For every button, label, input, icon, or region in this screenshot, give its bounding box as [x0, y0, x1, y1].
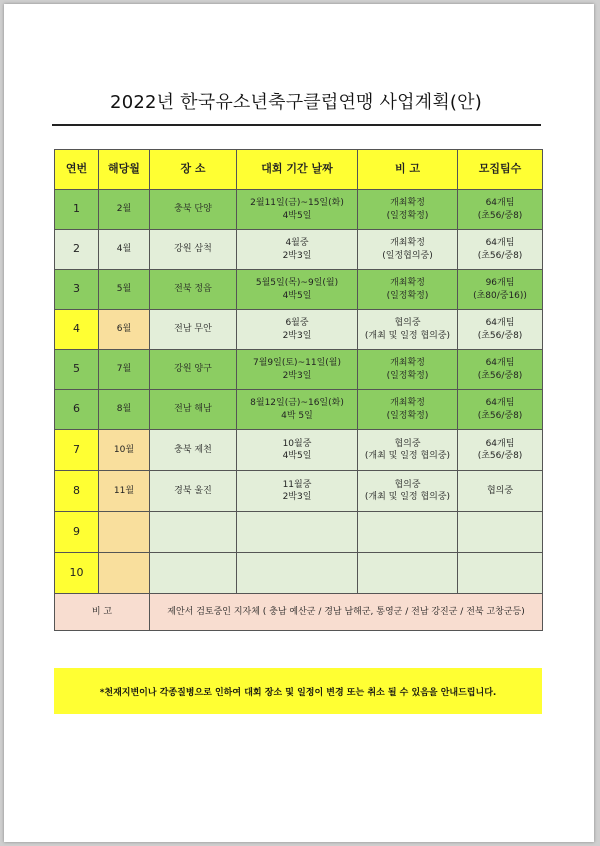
row-teams [458, 553, 543, 594]
row-no: 9 [55, 512, 99, 553]
teams-count: 64개팀 [485, 238, 515, 249]
row-no: 2 [55, 230, 99, 270]
note-detail: (개최 및 일정 협의중) [364, 492, 451, 502]
document-title: 2022년 한국유소년축구클럽연맹 사업계획(안) [110, 92, 482, 113]
period-dates: 4월중 [285, 238, 309, 249]
period-length: 2박3일 [282, 330, 312, 341]
table-row [55, 230, 543, 270]
note-status: 개최확정 [390, 358, 425, 369]
note-detail: (일정확정) [386, 210, 429, 221]
row-note [358, 430, 458, 471]
row-place: 전북 정읍 [150, 270, 237, 310]
row-note [358, 310, 458, 350]
row-month: 7월 [99, 350, 150, 390]
period-dates: 7월9일(토)~11일(월) [253, 358, 341, 369]
remark-label: 비 고 [55, 594, 150, 631]
row-no: 3 [55, 270, 99, 310]
row-place: 강원 양구 [150, 350, 237, 390]
col-header-month: 해당월 [99, 150, 150, 190]
note-status: 개최확정 [390, 238, 425, 249]
row-period [237, 230, 358, 270]
table-row [55, 270, 543, 310]
teams-count: 64개팀 [485, 198, 515, 209]
note-status: 개최확정 [390, 198, 425, 209]
row-period [237, 471, 358, 512]
remark-text: 제안서 검토중인 지자체 ( 충남 예산군 / 경남 남해군, 통영군 / 전남 강진군 / 전북 고창군등) [150, 594, 543, 631]
period-length: 2박3일 [282, 370, 312, 381]
row-teams [458, 270, 543, 310]
row-no: 6 [55, 390, 99, 430]
row-teams [458, 230, 543, 270]
teams-count: 64개팀 [485, 438, 515, 449]
row-month: 10월 [99, 430, 150, 471]
row-period [237, 270, 358, 310]
teams-count: 96개팀 [485, 278, 515, 289]
period-dates: 10월중 [282, 438, 312, 449]
row-period [237, 350, 358, 390]
teams-count: 64개팀 [485, 358, 515, 369]
row-teams [458, 190, 543, 230]
note-status: 개최확정 [390, 398, 425, 409]
col-header-no: 연번 [55, 150, 99, 190]
row-note [358, 390, 458, 430]
note-status: 협의중 [394, 479, 421, 490]
table-row [55, 512, 543, 553]
period-length: 4박5일 [282, 290, 312, 301]
row-month: 5월 [99, 270, 150, 310]
period-length: 4박 5일 [281, 410, 313, 421]
period-dates: 6월중 [285, 318, 309, 329]
table-row [55, 350, 543, 390]
row-no: 8 [55, 471, 99, 512]
row-note [358, 350, 458, 390]
teams-breakdown: (초56/중8) [477, 210, 523, 221]
row-period [237, 390, 358, 430]
row-month: 11월 [99, 471, 150, 512]
row-place: 충북 제천 [150, 430, 237, 471]
note-detail: (일정확정) [386, 290, 429, 301]
row-month: 2월 [99, 190, 150, 230]
table-header-row [55, 150, 543, 190]
teams-count: 64개팀 [485, 318, 515, 329]
row-teams [458, 350, 543, 390]
row-period [237, 512, 358, 553]
col-header-note: 비 고 [358, 150, 458, 190]
row-teams [458, 310, 543, 350]
col-header-teams: 모집팀수 [458, 150, 543, 190]
note-detail: (개최 및 일정 협의중) [364, 451, 451, 461]
table-row [55, 390, 543, 430]
row-month: 8월 [99, 390, 150, 430]
period-dates: 8월12일(금)~16일(화) [250, 398, 344, 409]
row-month [99, 512, 150, 553]
row-note [358, 512, 458, 553]
row-teams [458, 471, 543, 512]
period-dates: 5월5일(목)~9일(월) [255, 278, 339, 289]
teams-count: 64개팀 [485, 398, 515, 409]
period-length: 2박3일 [282, 492, 312, 502]
period-dates: 11월중 [282, 479, 312, 490]
table-row [55, 310, 543, 350]
row-month: 4월 [99, 230, 150, 270]
title-underline [52, 124, 541, 126]
table-row [55, 471, 543, 512]
row-no: 1 [55, 190, 99, 230]
row-note [358, 553, 458, 594]
period-length: 2박3일 [282, 250, 312, 261]
teams-breakdown: (초56/중8) [477, 370, 523, 381]
row-teams [458, 512, 543, 553]
period-length: 4박5일 [282, 451, 312, 461]
row-place: 전남 무안 [150, 310, 237, 350]
table-row [55, 190, 543, 230]
col-header-period: 대회 기간 날짜 [237, 150, 358, 190]
teams-breakdown: (초56/중8) [477, 330, 523, 341]
row-period [237, 430, 358, 471]
row-month: 6월 [99, 310, 150, 350]
row-period [237, 190, 358, 230]
row-no: 5 [55, 350, 99, 390]
row-place: 전남 해남 [150, 390, 237, 430]
row-no: 10 [55, 553, 99, 594]
note-detail: (개최 및 일정 협의중) [364, 330, 451, 341]
row-no: 7 [55, 430, 99, 471]
row-month [99, 553, 150, 594]
note-detail: (일정확정) [386, 370, 429, 381]
notice-banner: *천재지변이나 각종질병으로 인하여 대회 장소 및 일정이 변경 또는 취소 될 수 있음을 안내드립니다. [54, 668, 542, 714]
row-note [358, 190, 458, 230]
note-status: 개최확정 [390, 278, 425, 289]
note-status: 협의중 [394, 438, 421, 449]
teams-breakdown: (초80/중16)) [473, 290, 527, 301]
table-row [55, 553, 543, 594]
row-no: 4 [55, 310, 99, 350]
teams-breakdown: (초56/중8) [477, 451, 523, 461]
period-length: 4박5일 [282, 210, 312, 221]
note-status: 협의중 [394, 318, 421, 329]
row-note [358, 471, 458, 512]
table-row [55, 430, 543, 471]
row-period [237, 553, 358, 594]
row-note [358, 270, 458, 310]
period-dates: 2월11일(금)~15일(화) [250, 198, 344, 209]
teams-count: 협의중 [486, 485, 514, 496]
row-place [150, 512, 237, 553]
row-period [237, 310, 358, 350]
teams-breakdown: (초56/중8) [477, 250, 523, 261]
col-header-place: 장 소 [150, 150, 237, 190]
row-teams [458, 390, 543, 430]
teams-breakdown: (초56/중8) [477, 410, 523, 421]
row-place: 강원 삼척 [150, 230, 237, 270]
note-detail: (일정협의중) [382, 250, 433, 261]
row-place [150, 553, 237, 594]
row-place: 경북 울진 [150, 471, 237, 512]
row-place: 충북 단양 [150, 190, 237, 230]
row-teams [458, 430, 543, 471]
schedule-table [54, 149, 543, 631]
note-detail: (일정확정) [386, 410, 429, 421]
row-note [358, 230, 458, 270]
remark-row [55, 594, 543, 631]
